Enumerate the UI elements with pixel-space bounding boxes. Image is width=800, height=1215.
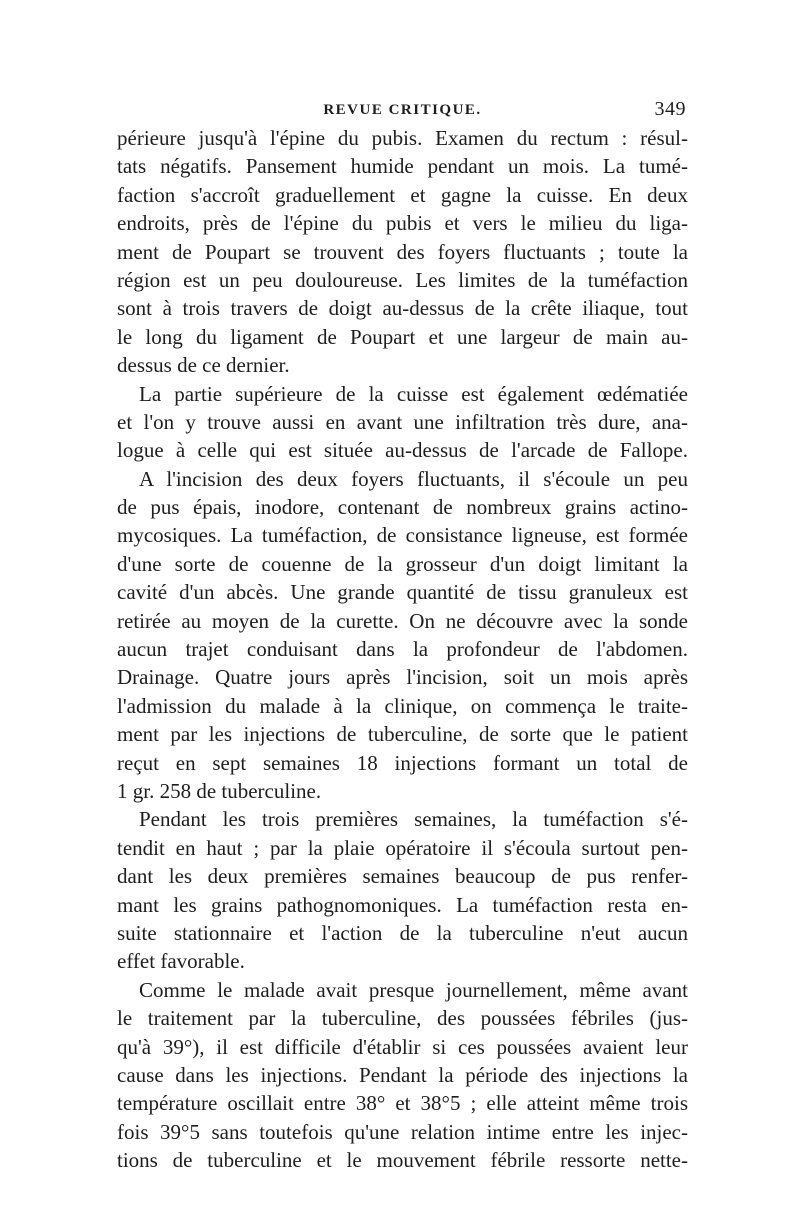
text-line: tions de tuberculine et le mouvement fébrile ressorte nette-: [117, 1148, 688, 1173]
text-line: suite stationnaire et l'action de la tuberculine n'eut aucun: [117, 920, 688, 945]
text-line: fois 39°5 sans toutefois qu'une relation intime entre les injec-: [117, 1119, 688, 1144]
text-line: 1 gr. 258 de tuberculine.: [117, 778, 322, 803]
page-number: 349: [654, 98, 686, 120]
text-line: Comme le malade avait presque journellement, même avant: [139, 977, 688, 1002]
text-line: tendit en haut ; par la plaie opératoire il s'écoula surtout pen-: [117, 835, 688, 860]
text-line: effet favorable.: [117, 949, 245, 974]
text-line: dessus de ce dernier.: [117, 353, 290, 378]
text-line: endroits, près de l'épine du pubis et vers le milieu du liga-: [117, 211, 688, 236]
text-line: reçut en sept semaines 18 injections formant un total de: [117, 750, 688, 775]
text-line: faction s'accroît graduellement et gagne la cuisse. En deux: [117, 182, 688, 207]
text-line: mant les grains pathognomoniques. La tuméfaction resta en-: [117, 892, 688, 917]
text-line: tats négatifs. Pansement humide pendant un mois. La tumé-: [117, 154, 688, 179]
running-title: REVUE CRITIQUE.: [323, 102, 482, 118]
text-line: Drainage. Quatre jours après l'incision, soit un mois après: [117, 665, 688, 690]
text-line: Pendant les trois premières semaines, la tuméfaction s'é-: [139, 807, 688, 832]
text-line: cause dans les injections. Pendant la période des injections la: [117, 1062, 688, 1087]
text-line: et l'on y trouve aussi en avant une infiltration très dure, ana-: [117, 409, 688, 434]
text-line: le long du ligament de Poupart et une largeur de main au-: [117, 324, 688, 349]
text-line: périeure jusqu'à l'épine du pubis. Examen du rectum : résul-: [117, 126, 688, 150]
text-line: mycosiques. La tuméfaction, de consistance ligneuse, est formée: [117, 523, 688, 548]
text-line: région est un peu douloureuse. Les limites de la tuméfaction: [117, 267, 688, 292]
text-line: ment de Poupart se trouvent des foyers fluctuants ; toute la: [117, 239, 688, 264]
text-line: de pus épais, inodore, contenant de nombreux grains actino-: [117, 495, 688, 520]
text-line: le traitement par la tuberculine, des poussées fébriles (jus-: [117, 1006, 688, 1031]
text-line: sont à trois travers de doigt au-dessus de la crête iliaque, tout: [117, 296, 688, 321]
body-text: [117, 124, 688, 1174]
running-header: [117, 98, 688, 122]
text-line: dant les deux premières semaines beaucoup de pus renfer-: [117, 864, 688, 889]
text-line: retirée au moyen de la curette. On ne découvre avec la sonde: [117, 608, 688, 633]
text-line: ment par les injections de tuberculine, de sorte que le patient: [117, 722, 688, 747]
text-line: d'une sorte de couenne de la grosseur d'un doigt limitant la: [117, 551, 688, 576]
text-line: La partie supérieure de la cuisse est également œdématiée: [139, 381, 688, 406]
text-line: cavité d'un abcès. Une grande quantité de tissu granuleux est: [117, 580, 688, 605]
text-line: température oscillait entre 38° et 38°5 ; elle atteint même trois: [117, 1091, 688, 1116]
text-line: aucun trajet conduisant dans la profondeur de l'abdomen.: [117, 637, 688, 662]
text-line: logue à celle qui est située au-dessus de l'arcade de Fallope.: [117, 438, 688, 463]
text-line: qu'à 39°), il est difficile d'établir si ces poussées avaient leur: [117, 1034, 688, 1059]
text-line: A l'incision des deux foyers fluctuants, il s'écoule un peu: [139, 466, 688, 491]
text-line: l'admission du malade à la clinique, on commença le traite-: [117, 693, 688, 718]
